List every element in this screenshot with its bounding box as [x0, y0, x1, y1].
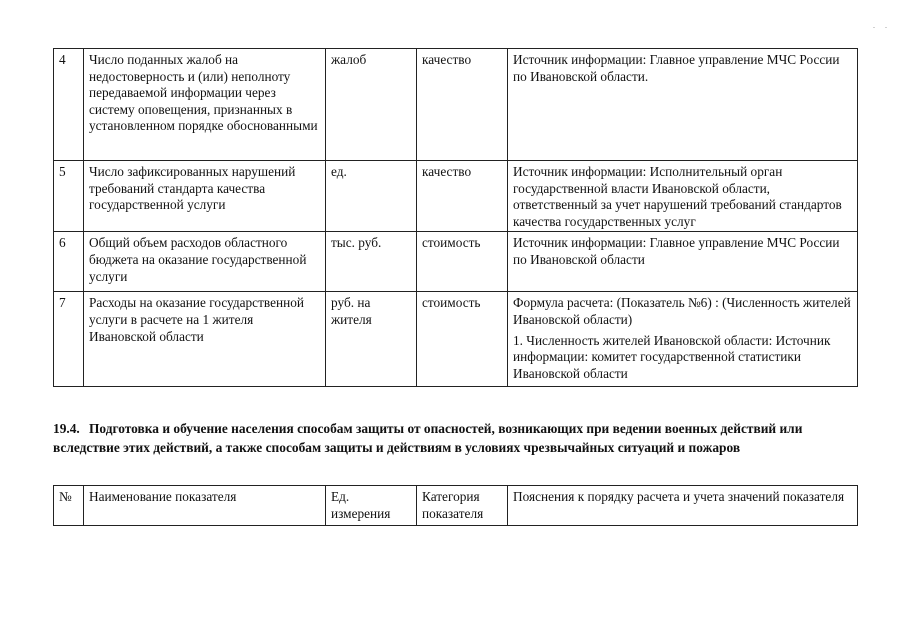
- table-row: [54, 161, 858, 232]
- explanation-text: Формула расчета: (Показатель №6) : (Численность жителей Ивановской области): [513, 295, 851, 327]
- indicator-explanation: [508, 49, 858, 161]
- row-number: 4: [54, 49, 84, 161]
- indicator-category: качество: [417, 49, 508, 161]
- explanation-text: Источник информации: Исполнительный орган государственной власти Ивановской области, ответственный за учет нарушений требований стандартов качества государственных услуг: [513, 164, 842, 229]
- indicator-unit: жалоб: [326, 49, 417, 161]
- indicators-table: [53, 48, 858, 387]
- indicator-explanation: [508, 232, 858, 292]
- indicator-category: стоимость: [417, 232, 508, 292]
- row-number: 5: [54, 161, 84, 232]
- header-unit: Ед. измерения: [326, 486, 417, 526]
- header-category: Категория показателя: [417, 486, 508, 526]
- indicator-unit: ед.: [326, 161, 417, 232]
- header-explanation: Пояснения к порядку расчета и учета значений показателя: [508, 486, 858, 526]
- section-number: 19.4.: [53, 421, 80, 436]
- indicator-name: Число поданных жалоб на недостоверность и (или) неполноту передаваемой информации через систему оповещения, признанных в установленном порядке обоснованными: [84, 49, 326, 161]
- indicator-name: Общий объем расходов областного бюджета на оказание государственной услуги: [84, 232, 326, 292]
- indicator-name: Число зафиксированных нарушений требований стандарта качества государственной услуги: [84, 161, 326, 232]
- table-row: [54, 49, 858, 161]
- scan-mark: . .: [873, 21, 891, 30]
- table-row: [54, 292, 858, 387]
- indicator-unit: тыс. руб.: [326, 232, 417, 292]
- indicator-category: качество: [417, 161, 508, 232]
- explanation-text: Источник информации: Главное управление МЧС России по Ивановской области: [513, 235, 840, 267]
- header-name: Наименование показателя: [84, 486, 326, 526]
- indicator-category: стоимость: [417, 292, 508, 387]
- table-header-row: [54, 486, 858, 526]
- header-num: №: [54, 486, 84, 526]
- section-heading: [53, 420, 853, 457]
- explanation-extra: 1. Численность жителей Ивановской области: Источник информации: комитет государственной статистики Ивановской области: [513, 332, 831, 381]
- indicators-header-table: [53, 485, 858, 526]
- explanation-text: Источник информации: Главное управление МЧС России по Ивановской области.: [513, 52, 840, 84]
- indicator-name: Расходы на оказание государственной услуги в расчете на 1 жителя Ивановской области: [84, 292, 326, 387]
- row-number: 7: [54, 292, 84, 387]
- section-title: Подготовка и обучение населения способам защиты от опасностей, возникающих при ведении военных действий или вследствие этих действий, а также способам защиты и действиям в условиях чрезвычайных ситуаций и пожаров: [53, 421, 803, 455]
- indicator-explanation: [508, 292, 858, 387]
- row-number: 6: [54, 232, 84, 292]
- table-row: [54, 232, 858, 292]
- indicator-explanation: [508, 161, 858, 232]
- indicator-unit: руб. на жителя: [326, 292, 417, 387]
